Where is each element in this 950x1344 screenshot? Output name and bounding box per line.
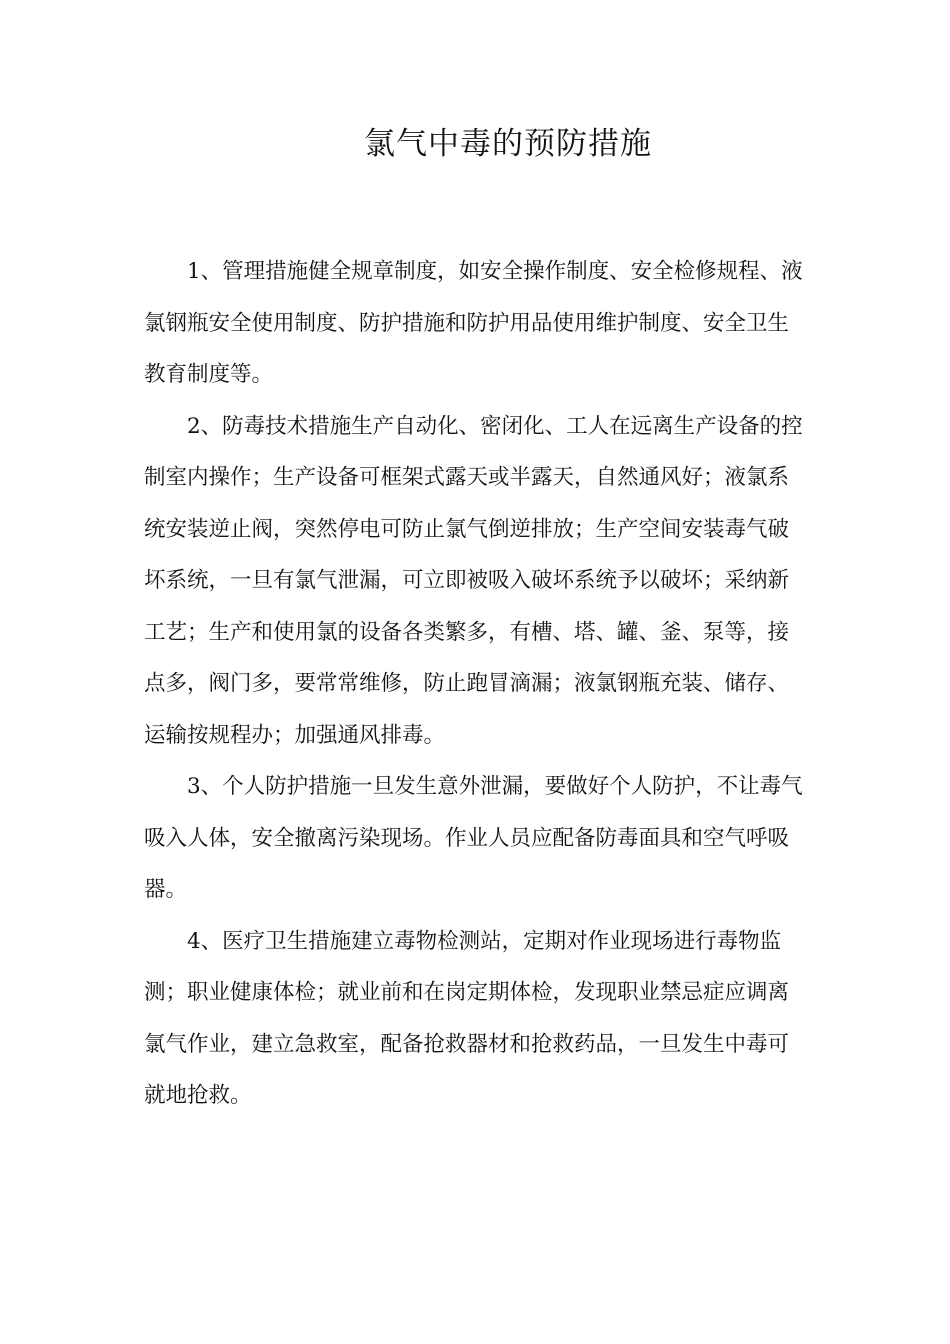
paragraph-personal-protection: 3、个人防护措施一旦发生意外泄漏，要做好个人防护，不让毒气吸入人体，安全撤离污染现场。作业人员应配备防毒面具和空气呼吸器。 bbox=[144, 774, 803, 902]
document-body bbox=[144, 246, 808, 1122]
page-title: 氯气中毒的预防措施 bbox=[364, 126, 652, 162]
paragraph-medical-measures: 4、医疗卫生措施建立毒物检测站，定期对作业现场进行毒物监测；职业健康体检；就业前和在岗定期体检，发现职业禁忌症应调离氯气作业，建立急救室，配备抢救器材和抢救药品，一旦发生中毒可就地抢救。 bbox=[144, 928, 790, 1108]
paragraph-management-measures: 1、管理措施健全规章制度，如安全操作制度、安全检修规程、液氯钢瓶安全使用制度、防护措施和防护用品使用维护制度、安全卫生教育制度等。 bbox=[144, 259, 803, 387]
paragraph-technical-measures: 2、防毒技术措施生产自动化、密闭化、工人在远离生产设备的控制室内操作；生产设备可框架式露天或半露天，自然通风好；液氯系统安装逆止阀，突然停电可防止氯气倒逆排放；生产空间安装毒气破坏系统，一旦有氯气泄漏，可立即被吸入破坏系统予以破坏；采纳新工艺；生产和使用氯的设备各类繁多，有槽、塔、罐、釜、泵等，接点多，阀门多，要常常维修，防止跑冒滴漏；液氯钢瓶充装、储存、运输按规程办；加强通风排毒。 bbox=[144, 413, 803, 748]
